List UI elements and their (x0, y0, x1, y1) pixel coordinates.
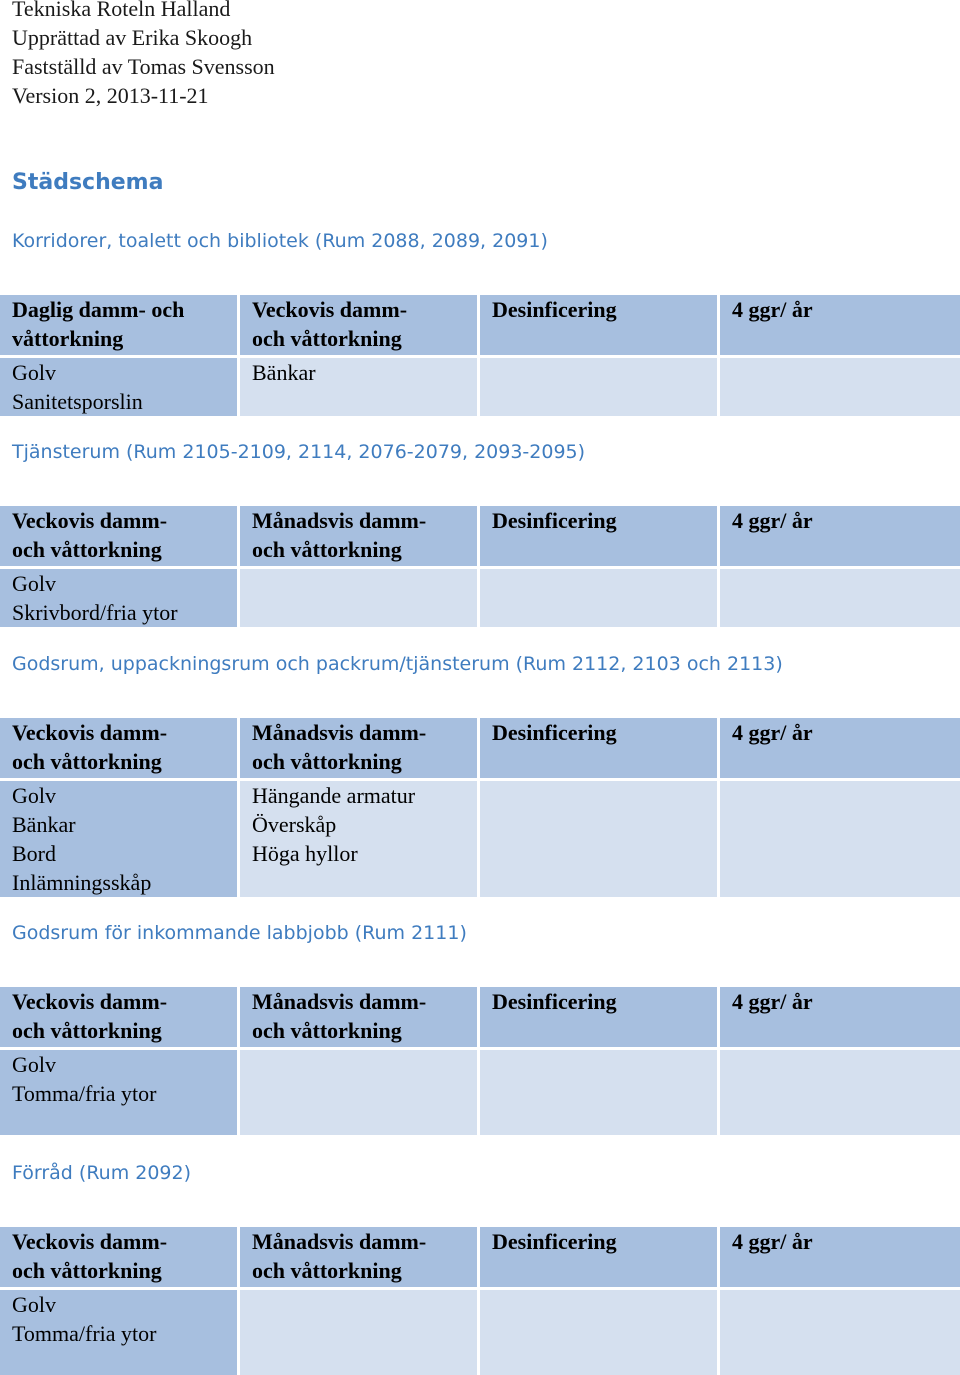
document-header (12, 0, 612, 110)
table-cell (0, 1287, 240, 1375)
list-item: Golv (12, 783, 56, 808)
column-header: Månadsvis damm- och våttorkning (240, 987, 480, 1047)
list-item: Bord (12, 841, 56, 866)
list-item: Överskåp (252, 812, 337, 837)
section-heading: Godsrum, uppackningsrum och packrum/tjänsterum (Rum 2112, 2103 och 2113) (12, 653, 783, 675)
schedule-table (0, 718, 960, 897)
table-row (0, 1047, 960, 1135)
table-cell (480, 778, 720, 897)
column-header: 4 ggr/ år (720, 718, 960, 778)
schedule-table (0, 506, 960, 627)
table-row (0, 1287, 960, 1375)
list-item: Tomma/fria ytor (12, 1081, 157, 1106)
header-line: Upprättad av Erika Skoogh (12, 25, 253, 50)
table-cell (240, 1287, 480, 1375)
column-header: Månadsvis damm- och våttorkning (240, 506, 480, 566)
column-header: 4 ggr/ år (720, 987, 960, 1047)
schedule-table (0, 295, 960, 416)
header-line: Fastställd av Tomas Svensson (12, 54, 275, 79)
table-cell (480, 566, 720, 627)
list-item: Golv (12, 571, 56, 596)
table-cell (240, 566, 480, 627)
column-header: Daglig damm- och våttorkning (0, 295, 240, 355)
table-cell (480, 1287, 720, 1375)
table-header-row (0, 506, 960, 566)
section-heading: Korridorer, toalett och bibliotek (Rum 2088, 2089, 2091) (12, 230, 548, 252)
table-cell (240, 778, 480, 897)
table-cell (480, 1047, 720, 1135)
list-item: Bänkar (12, 812, 76, 837)
list-item: Höga hyllor (252, 841, 358, 866)
table-row (0, 778, 960, 897)
table-cell (0, 778, 240, 897)
page-title: Städschema (12, 170, 164, 195)
list-item: Sanitetsporslin (12, 389, 143, 414)
column-header: Veckovis damm- och våttorkning (0, 987, 240, 1047)
schedule-table (0, 987, 960, 1135)
column-header: Veckovis damm- och våttorkning (240, 295, 480, 355)
list-item: Inlämningsskåp (12, 870, 152, 895)
list-item: Tomma/fria ytor (12, 1321, 157, 1346)
table-cell (720, 566, 960, 627)
column-header: Desinficering (480, 506, 720, 566)
table-cell (720, 778, 960, 897)
table-header-row (0, 987, 960, 1047)
table-cell (0, 566, 240, 627)
table-cell (240, 355, 480, 416)
schedule-table (0, 1227, 960, 1375)
table-cell (720, 1047, 960, 1135)
column-header: 4 ggr/ år (720, 506, 960, 566)
list-item: Golv (12, 1292, 56, 1317)
table-cell (0, 1047, 240, 1135)
list-item: Hängande armatur (252, 783, 416, 808)
column-header: Desinficering (480, 987, 720, 1047)
column-header: 4 ggr/ år (720, 1227, 960, 1287)
header-line: Version 2, 2013-11-21 (12, 83, 209, 108)
table-header-row (0, 295, 960, 355)
table-cell (480, 355, 720, 416)
table-cell (720, 355, 960, 416)
table-cell (720, 1287, 960, 1375)
column-header: Månadsvis damm- och våttorkning (240, 1227, 480, 1287)
list-item: Golv (12, 360, 56, 385)
section-heading: Tjänsterum (Rum 2105-2109, 2114, 2076-2079, 2093-2095) (12, 441, 586, 463)
header-line: Tekniska Roteln Halland (12, 0, 231, 21)
column-header: 4 ggr/ år (720, 295, 960, 355)
column-header: Veckovis damm- och våttorkning (0, 1227, 240, 1287)
column-header: Desinficering (480, 295, 720, 355)
list-item: Skrivbord/fria ytor (12, 600, 178, 625)
column-header: Månadsvis damm- och våttorkning (240, 718, 480, 778)
table-cell (240, 1047, 480, 1135)
column-header: Veckovis damm- och våttorkning (0, 718, 240, 778)
table-row (0, 355, 960, 416)
section-heading: Förråd (Rum 2092) (12, 1162, 192, 1184)
column-header: Desinficering (480, 718, 720, 778)
table-header-row (0, 718, 960, 778)
table-row (0, 566, 960, 627)
list-item: Bänkar (252, 360, 316, 385)
table-header-row (0, 1227, 960, 1287)
column-header: Desinficering (480, 1227, 720, 1287)
column-header: Veckovis damm- och våttorkning (0, 506, 240, 566)
table-cell (0, 355, 240, 416)
section-heading: Godsrum för inkommande labbjobb (Rum 2111) (12, 922, 467, 944)
list-item: Golv (12, 1052, 56, 1077)
